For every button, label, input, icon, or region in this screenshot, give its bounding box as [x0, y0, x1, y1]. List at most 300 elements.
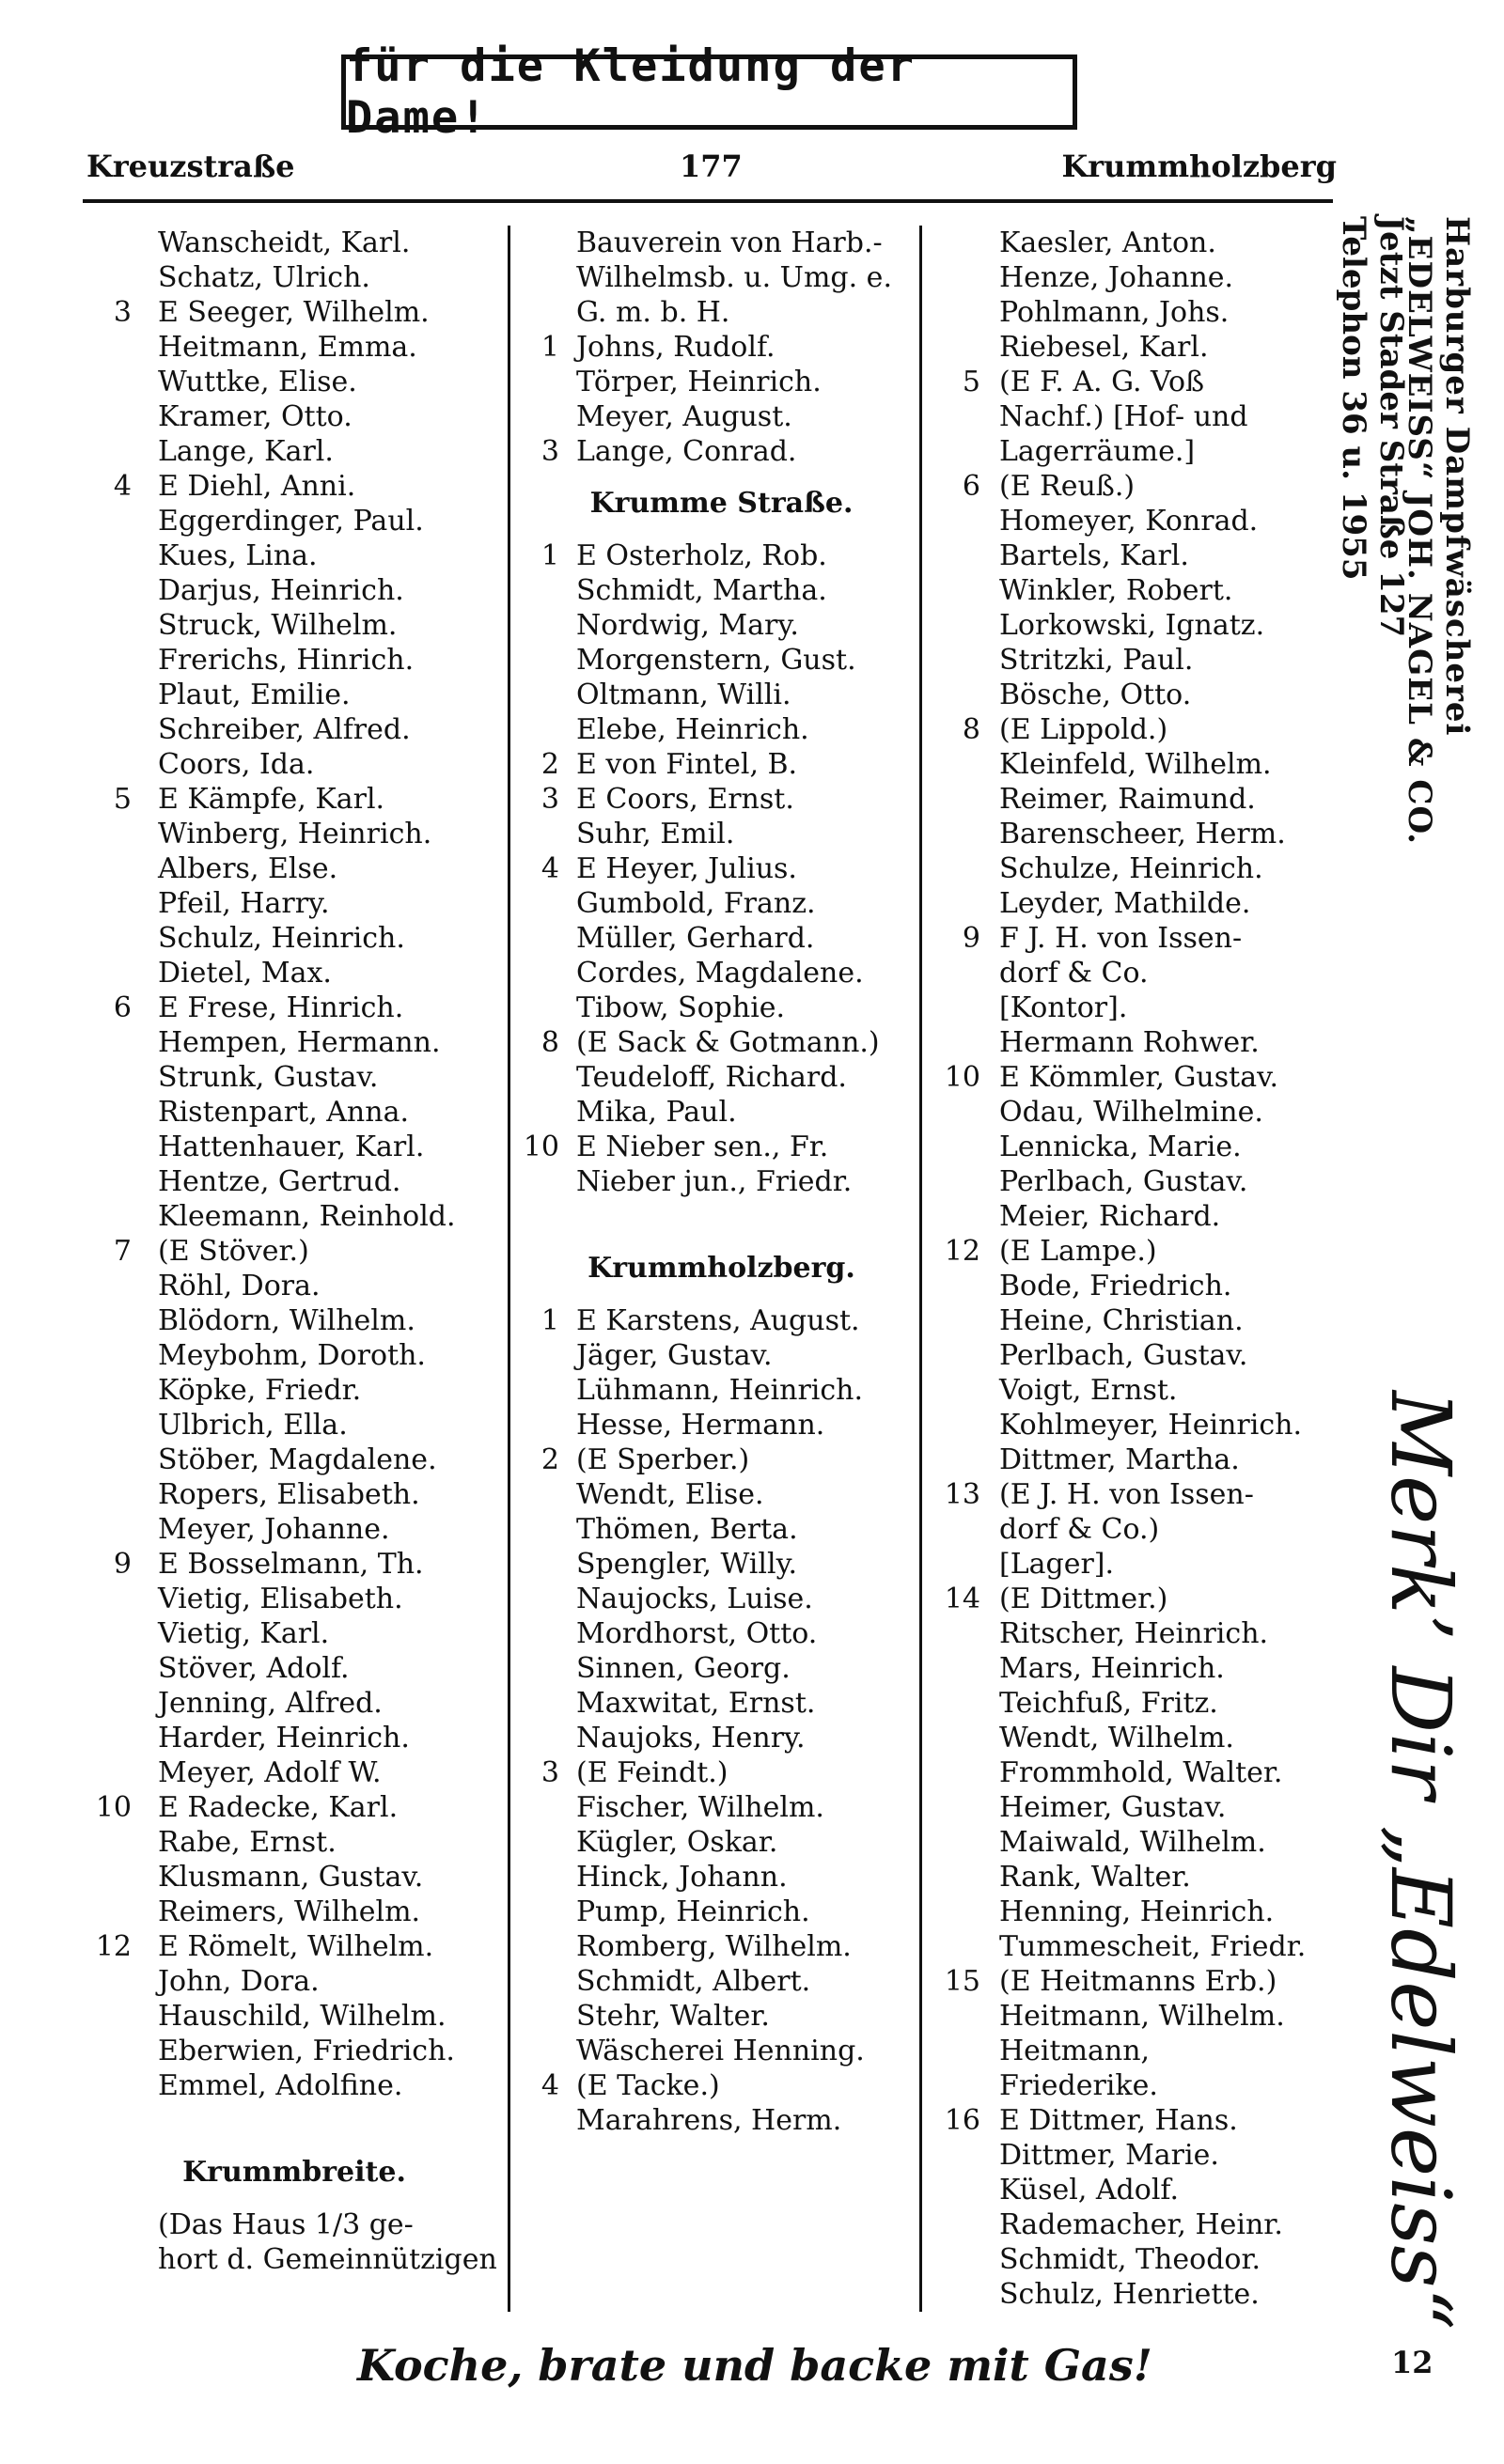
resident-name: Marahrens, Herm. — [576, 2104, 842, 2137]
resident-name: Schmidt, Martha. — [576, 574, 827, 607]
resident-name: Spengler, Willy. — [576, 1548, 798, 1581]
directory-entry — [935, 712, 1335, 747]
house-number: 9 — [113, 1548, 132, 1581]
resident-name: Leyder, Mathilde. — [999, 887, 1251, 920]
directory-entry — [83, 1999, 506, 2034]
house-number: 4 — [540, 2069, 559, 2102]
directory-entry — [83, 1199, 506, 1234]
resident-name: E Kämpfe, Karl. — [158, 783, 385, 816]
resident-name: Lange, Conrad. — [576, 435, 797, 468]
directory-entry — [935, 295, 1335, 330]
resident-name: Oltmann, Willi. — [576, 678, 791, 711]
directory-entry — [83, 1060, 506, 1095]
directory-entry — [935, 1164, 1335, 1199]
resident-name: E Nieber sen., Fr. — [576, 1131, 829, 1163]
resident-name: Stehr, Walter. — [576, 2000, 770, 2033]
resident-name: Hesse, Hermann. — [576, 1409, 825, 1442]
directory-entry — [935, 1199, 1335, 1234]
resident-name: Kramer, Otto. — [158, 400, 352, 433]
resident-name: Heitmann, Wilhelm. — [999, 2000, 1285, 2033]
resident-name: Winkler, Robert. — [999, 574, 1233, 607]
side-ad-address-line: Jetzt Stader Straße 127 — [1372, 216, 1410, 638]
resident-name: Morgenstern, Gust. — [576, 644, 856, 677]
house-number: 9 — [962, 922, 980, 955]
directory-entry — [83, 1269, 506, 1303]
directory-entry — [512, 921, 931, 956]
directory-entry — [935, 1338, 1335, 1373]
directory-entry — [935, 747, 1335, 782]
directory-entry — [512, 817, 931, 851]
column-3 — [935, 226, 1335, 2312]
resident-name: Törper, Heinrich. — [576, 366, 822, 398]
resident-name: (E J. H. von Issen- — [999, 1478, 1254, 1511]
directory-entry — [935, 1825, 1335, 1860]
house-number: 3 — [540, 783, 559, 816]
directory-entry — [512, 1164, 931, 1199]
directory-entry — [83, 851, 506, 886]
directory-entry — [512, 1825, 931, 1860]
resident-name: John, Dora. — [158, 1965, 320, 1998]
directory-entry — [83, 1582, 506, 1616]
directory-entry — [512, 712, 931, 747]
resident-name: Emmel, Adolfine. — [158, 2069, 403, 2102]
resident-name: Dittmer, Marie. — [999, 2139, 1219, 2172]
directory-entry — [83, 330, 506, 365]
directory-entry — [935, 1964, 1335, 1999]
column-2-head — [512, 226, 931, 469]
resident-name: Riebesel, Karl. — [999, 331, 1209, 364]
directory-entry — [935, 1025, 1335, 1060]
house-number: 7 — [113, 1235, 132, 1268]
directory-entry — [83, 956, 506, 990]
directory-entry — [935, 782, 1335, 817]
house-number: 6 — [962, 470, 980, 503]
resident-name: Heine, Christian. — [999, 1304, 1244, 1337]
resident-name: Maxwitat, Ernst. — [576, 1687, 816, 1720]
resident-name: E Heyer, Julius. — [576, 852, 797, 885]
directory-entry — [935, 2207, 1335, 2242]
resident-name: Dittmer, Martha. — [999, 1443, 1240, 1476]
resident-name: Teudeloff, Richard. — [576, 1061, 847, 1094]
resident-name: Hattenhauer, Karl. — [158, 1131, 425, 1163]
resident-name: Perlbach, Gustav. — [999, 1165, 1248, 1198]
resident-name: Schulz, Henriette. — [999, 2278, 1260, 2311]
directory-entry — [83, 260, 506, 295]
page-number-header: 177 — [680, 148, 743, 184]
resident-name: (E Heitmanns Erb.) — [999, 1965, 1277, 1998]
directory-entry — [83, 538, 506, 573]
directory-entry — [935, 1234, 1335, 1269]
directory-entry — [935, 260, 1335, 295]
directory-entry — [512, 747, 931, 782]
resident-name: Rank, Walter. — [999, 1861, 1191, 1894]
directory-entry — [83, 1477, 506, 1512]
directory-entry — [935, 990, 1335, 1025]
directory-entry — [83, 712, 506, 747]
directory-entry — [83, 1755, 506, 1790]
resident-name: Vietig, Elisabeth. — [158, 1583, 403, 1615]
house-number: 12 — [944, 1235, 980, 1268]
directory-entry — [512, 1999, 931, 2034]
resident-name: Stöver, Adolf. — [158, 1652, 350, 1685]
resident-name: Wilhelmsb. u. Umg. e. — [576, 261, 892, 294]
column-3-entries — [935, 226, 1335, 2312]
directory-entry — [83, 990, 506, 1025]
directory-entry — [512, 886, 931, 921]
resident-name: Schmidt, Theodor. — [999, 2243, 1261, 2276]
directory-entry — [935, 2242, 1335, 2277]
resident-name: (E Reuß.) — [999, 470, 1136, 503]
directory-entry — [935, 2173, 1335, 2207]
directory-entry — [512, 1373, 931, 1408]
directory-entry — [512, 1443, 931, 1477]
resident-name: Frerichs, Hinrich. — [158, 644, 415, 677]
directory-entry — [512, 1790, 931, 1825]
resident-name: Reimers, Wilhelm. — [158, 1895, 421, 1928]
directory-entry — [83, 1721, 506, 1755]
directory-entry — [935, 1512, 1335, 1547]
house-number: 1 — [540, 539, 559, 572]
resident-name: E Kömmler, Gustav. — [999, 1061, 1279, 1094]
house-number: 10 — [523, 1131, 559, 1163]
directory-entry — [83, 747, 506, 782]
resident-name: Schulz, Heinrich. — [158, 922, 405, 955]
resident-name: Eberwien, Friedrich. — [158, 2035, 455, 2067]
directory-entry — [935, 1095, 1335, 1130]
resident-name: Rabe, Ernst. — [158, 1826, 337, 1859]
resident-name: Nieber jun., Friedr. — [576, 1165, 853, 1198]
directory-entry — [83, 1130, 506, 1164]
column-1-entries — [83, 226, 506, 2103]
house-number: 3 — [540, 435, 559, 468]
resident-name: Struck, Wilhelm. — [158, 609, 398, 642]
resident-name: Wäscherei Henning. — [576, 2035, 865, 2067]
resident-name: Hempen, Hermann. — [158, 1026, 441, 1059]
resident-name: Müller, Gerhard. — [576, 922, 815, 955]
directory-entry — [512, 2103, 931, 2138]
resident-name: Darjus, Heinrich. — [158, 574, 404, 607]
resident-name: Bösche, Otto. — [999, 678, 1192, 711]
resident-name: (E Tacke.) — [576, 2069, 720, 2102]
directory-entry — [83, 608, 506, 643]
house-number: 5 — [113, 783, 132, 816]
resident-name: Pump, Heinrich. — [576, 1895, 810, 1928]
directory-entry — [83, 469, 506, 504]
resident-name: Köpke, Friedr. — [158, 1374, 362, 1407]
resident-name: Pfeil, Harry. — [158, 887, 330, 920]
resident-name: Kleemann, Reinhold. — [158, 1200, 456, 1233]
directory-entry — [512, 1616, 931, 1651]
directory-entry — [83, 2034, 506, 2068]
directory-entry — [935, 608, 1335, 643]
directory-entry — [512, 782, 931, 817]
directory-entry — [83, 2207, 506, 2242]
resident-name: E von Fintel, B. — [576, 748, 798, 781]
directory-entry — [512, 295, 931, 330]
resident-name: (E Dittmer.) — [999, 1583, 1168, 1615]
resident-name: Wuttke, Elise. — [158, 366, 357, 398]
directory-entry — [935, 1269, 1335, 1303]
directory-entry — [512, 260, 931, 295]
directory-entry — [935, 1755, 1335, 1790]
resident-name: Kohlmeyer, Heinrich. — [999, 1409, 1303, 1442]
resident-name: Kleinfeld, Wilhelm. — [999, 748, 1272, 781]
resident-name: Henze, Johanne. — [999, 261, 1234, 294]
top-banner: für die Kleidung der Dame! — [341, 55, 1077, 130]
resident-name: Nachf.) [Hof- und — [999, 400, 1248, 433]
footer-slogan: Koche, brate und backe mit Gas! — [357, 2340, 1152, 2391]
directory-entry — [512, 851, 931, 886]
header-rule — [83, 199, 1333, 203]
directory-entry — [935, 434, 1335, 469]
directory-entry — [83, 1095, 506, 1130]
resident-name: E Seeger, Wilhelm. — [158, 296, 430, 329]
resident-name: Voigt, Ernst. — [999, 1374, 1178, 1407]
resident-name: Ulbrich, Ella. — [158, 1409, 348, 1442]
resident-name: Hermann Rohwer. — [999, 1026, 1260, 1059]
resident-name: E Bosselmann, Th. — [158, 1548, 424, 1581]
directory-entry — [83, 573, 506, 608]
directory-entry — [83, 678, 506, 712]
directory-entry — [512, 643, 931, 678]
resident-name: Odau, Wilhelmine. — [999, 1096, 1263, 1129]
resident-name: E Osterholz, Rob. — [576, 539, 827, 572]
section-heading-krummholzberg: Krummholzberg. — [588, 1252, 855, 1285]
directory-entry — [512, 678, 931, 712]
resident-name: Bartels, Karl. — [999, 539, 1189, 572]
resident-name: Fischer, Wilhelm. — [576, 1791, 824, 1824]
directory-entry — [83, 434, 506, 469]
resident-name: Gumbold, Franz. — [576, 887, 816, 920]
directory-entry — [512, 1721, 931, 1755]
resident-name: Heimer, Gustav. — [999, 1791, 1227, 1824]
directory-entry — [512, 608, 931, 643]
resident-name: Blödorn, Wilhelm. — [158, 1304, 415, 1337]
resident-name: Thömen, Berta. — [576, 1513, 798, 1546]
directory-entry — [83, 2242, 506, 2277]
resident-name: Naujocks, Luise. — [576, 1583, 813, 1615]
resident-name: Jäger, Gustav. — [576, 1339, 773, 1372]
resident-name: Hauschild, Wilhelm. — [158, 2000, 446, 2033]
directory-entry — [935, 2138, 1335, 2173]
resident-name: Meier, Richard. — [999, 1200, 1221, 1233]
directory-entry — [83, 1303, 506, 1338]
directory-entry — [83, 1443, 506, 1477]
column-2-tail — [512, 1303, 931, 2138]
directory-entry — [512, 956, 931, 990]
directory-entry — [935, 1060, 1335, 1095]
resident-name: E Karstens, August. — [576, 1304, 860, 1337]
directory-entry — [935, 226, 1335, 260]
directory-entry — [83, 504, 506, 538]
column-1 — [83, 226, 506, 2277]
resident-name: Wendt, Wilhelm. — [999, 1722, 1234, 1754]
directory-entry — [512, 990, 931, 1025]
resident-name: Cordes, Magdalene. — [576, 957, 864, 990]
section-heading-krumme-strasse: Krumme Straße. — [589, 487, 854, 520]
house-number: 1 — [540, 331, 559, 364]
resident-name: (E Feindt.) — [576, 1756, 728, 1789]
resident-name: Lorkowski, Ignatz. — [999, 609, 1265, 642]
directory-entry — [512, 226, 931, 260]
resident-name: [Lager]. — [999, 1548, 1115, 1581]
resident-name: Homeyer, Konrad. — [999, 505, 1259, 538]
resident-name: Frommhold, Walter. — [999, 1756, 1283, 1789]
resident-name: Heitmann, Emma. — [158, 331, 417, 364]
directory-entry — [512, 330, 931, 365]
resident-name: Tummescheit, Friedr. — [999, 1930, 1307, 1963]
resident-name: Rademacher, Heinr. — [999, 2208, 1283, 2241]
side-ad-company-name: „EDELWEISS“ JOH. NAGEL & CO. — [1401, 216, 1438, 845]
directory-entry — [83, 886, 506, 921]
directory-entry — [83, 1686, 506, 1721]
directory-entry — [935, 956, 1335, 990]
directory-entry — [512, 2034, 931, 2068]
directory-entry — [935, 1651, 1335, 1686]
directory-entry — [935, 2034, 1335, 2068]
directory-entry — [512, 1060, 931, 1095]
directory-entry — [935, 886, 1335, 921]
directory-entry — [512, 1860, 931, 1895]
directory-entry — [512, 1130, 931, 1164]
directory-entry — [935, 678, 1335, 712]
resident-name: Schreiber, Alfred. — [158, 713, 411, 746]
resident-name: E Dittmer, Hans. — [999, 2104, 1238, 2137]
house-number: 15 — [944, 1965, 980, 1998]
directory-entry — [512, 1303, 931, 1338]
resident-name: (E F. A. G. Voß — [999, 366, 1205, 398]
directory-entry — [512, 538, 931, 573]
directory-entry — [83, 1616, 506, 1651]
resident-name: dorf & Co.) — [999, 1513, 1160, 1546]
page-number-footer: 12 — [1391, 2345, 1434, 2380]
resident-name: Eggerdinger, Paul. — [158, 505, 424, 538]
directory-entry — [83, 365, 506, 399]
directory-entry — [935, 1721, 1335, 1755]
directory-entry — [512, 1895, 931, 1929]
directory-entry — [83, 1408, 506, 1443]
directory-entry — [935, 469, 1335, 504]
house-number: 4 — [113, 470, 132, 503]
resident-name: Suhr, Emil. — [576, 818, 735, 850]
directory-entry — [83, 817, 506, 851]
house-number: 12 — [95, 1930, 132, 1963]
house-number: 8 — [540, 1026, 559, 1059]
directory-entry — [512, 1477, 931, 1512]
directory-entry — [935, 1303, 1335, 1338]
directory-entry — [512, 1755, 931, 1790]
resident-name: Henning, Heinrich. — [999, 1895, 1275, 1928]
column-1-tail — [83, 2207, 506, 2277]
resident-name: Ristenpart, Anna. — [158, 1096, 409, 1129]
house-number: 14 — [944, 1583, 980, 1615]
directory-entry — [935, 1547, 1335, 1582]
resident-name: Barenscheer, Herm. — [999, 818, 1286, 850]
resident-name: (Das Haus 1/3 ge- — [158, 2208, 414, 2241]
header-right-street: Krummholzberg — [1061, 148, 1337, 184]
house-number: 2 — [540, 748, 559, 781]
directory-entry — [935, 1373, 1335, 1408]
resident-name: Lagerräume.] — [999, 435, 1196, 468]
directory-entry — [512, 1547, 931, 1582]
house-number: 1 — [540, 1304, 559, 1337]
directory-entry — [512, 365, 931, 399]
resident-name: (E Sack & Gotmann.) — [576, 1026, 880, 1059]
resident-name: Harder, Heinrich. — [158, 1722, 410, 1754]
directory-entry — [83, 295, 506, 330]
directory-entry — [83, 226, 506, 260]
house-number: 2 — [540, 1443, 559, 1476]
directory-entry — [83, 1373, 506, 1408]
directory-entry — [935, 1895, 1335, 1929]
resident-name: Coors, Ida. — [158, 748, 315, 781]
resident-name: Plaut, Emilie. — [158, 678, 351, 711]
resident-name: Tibow, Sophie. — [576, 991, 786, 1024]
directory-entry — [935, 1790, 1335, 1825]
house-number: 6 — [113, 991, 132, 1024]
resident-name: Meybohm, Doroth. — [158, 1339, 426, 1372]
resident-name: Naujoks, Henry. — [576, 1722, 806, 1754]
resident-name: E Coors, Ernst. — [576, 783, 794, 816]
resident-name: Wanscheidt, Karl. — [158, 226, 411, 259]
resident-name: Friederike. — [999, 2069, 1158, 2102]
resident-name: G. m. b. H. — [576, 296, 730, 329]
resident-name: hort d. Gemeinnützigen — [158, 2243, 497, 2276]
resident-name: Schulze, Heinrich. — [999, 852, 1263, 885]
directory-entry — [935, 2103, 1335, 2138]
house-number: 8 — [962, 713, 980, 746]
spacer — [512, 1199, 931, 1234]
spacer — [83, 2103, 506, 2138]
directory-entry — [83, 1025, 506, 1060]
directory-entry — [83, 399, 506, 434]
directory-entry — [935, 1860, 1335, 1895]
directory-entry — [83, 921, 506, 956]
resident-name: Winberg, Heinrich. — [158, 818, 432, 850]
side-ad-phone-line: Telephon 36 u. 1955 — [1335, 216, 1372, 581]
column-divider-1 — [508, 226, 510, 2312]
resident-name: Elebe, Heinrich. — [576, 713, 809, 746]
directory-entry — [83, 2068, 506, 2103]
directory-entry — [935, 921, 1335, 956]
resident-name: [Kontor]. — [999, 991, 1128, 1024]
directory-entry — [512, 1338, 931, 1373]
resident-name: Bauverein von Harb.- — [576, 226, 883, 259]
house-number: 5 — [962, 366, 980, 398]
resident-name: Meyer, Johanne. — [158, 1513, 390, 1546]
directory-entry — [935, 1130, 1335, 1164]
directory-entry — [512, 1095, 931, 1130]
directory-entry — [83, 1825, 506, 1860]
directory-entry — [512, 399, 931, 434]
resident-name: Ropers, Elisabeth. — [158, 1478, 420, 1511]
directory-entry — [935, 1443, 1335, 1477]
directory-entry — [935, 1929, 1335, 1964]
resident-name: (E Lampe.) — [999, 1235, 1157, 1268]
resident-name: Reimer, Raimund. — [999, 783, 1256, 816]
section-heading-krummbreite: Krummbreite. — [182, 2156, 406, 2189]
resident-name: Sinnen, Georg. — [576, 1652, 791, 1685]
resident-name: Kügler, Oskar. — [576, 1826, 778, 1859]
resident-name: Meyer, August. — [576, 400, 792, 433]
resident-name: Mars, Heinrich. — [999, 1652, 1225, 1685]
resident-name: E Diehl, Anni. — [158, 470, 356, 503]
directory-entry — [83, 1164, 506, 1199]
directory-entry — [83, 1651, 506, 1686]
resident-name: E Frese, Hinrich. — [158, 991, 404, 1024]
directory-entry — [512, 573, 931, 608]
house-number: 16 — [944, 2104, 980, 2137]
